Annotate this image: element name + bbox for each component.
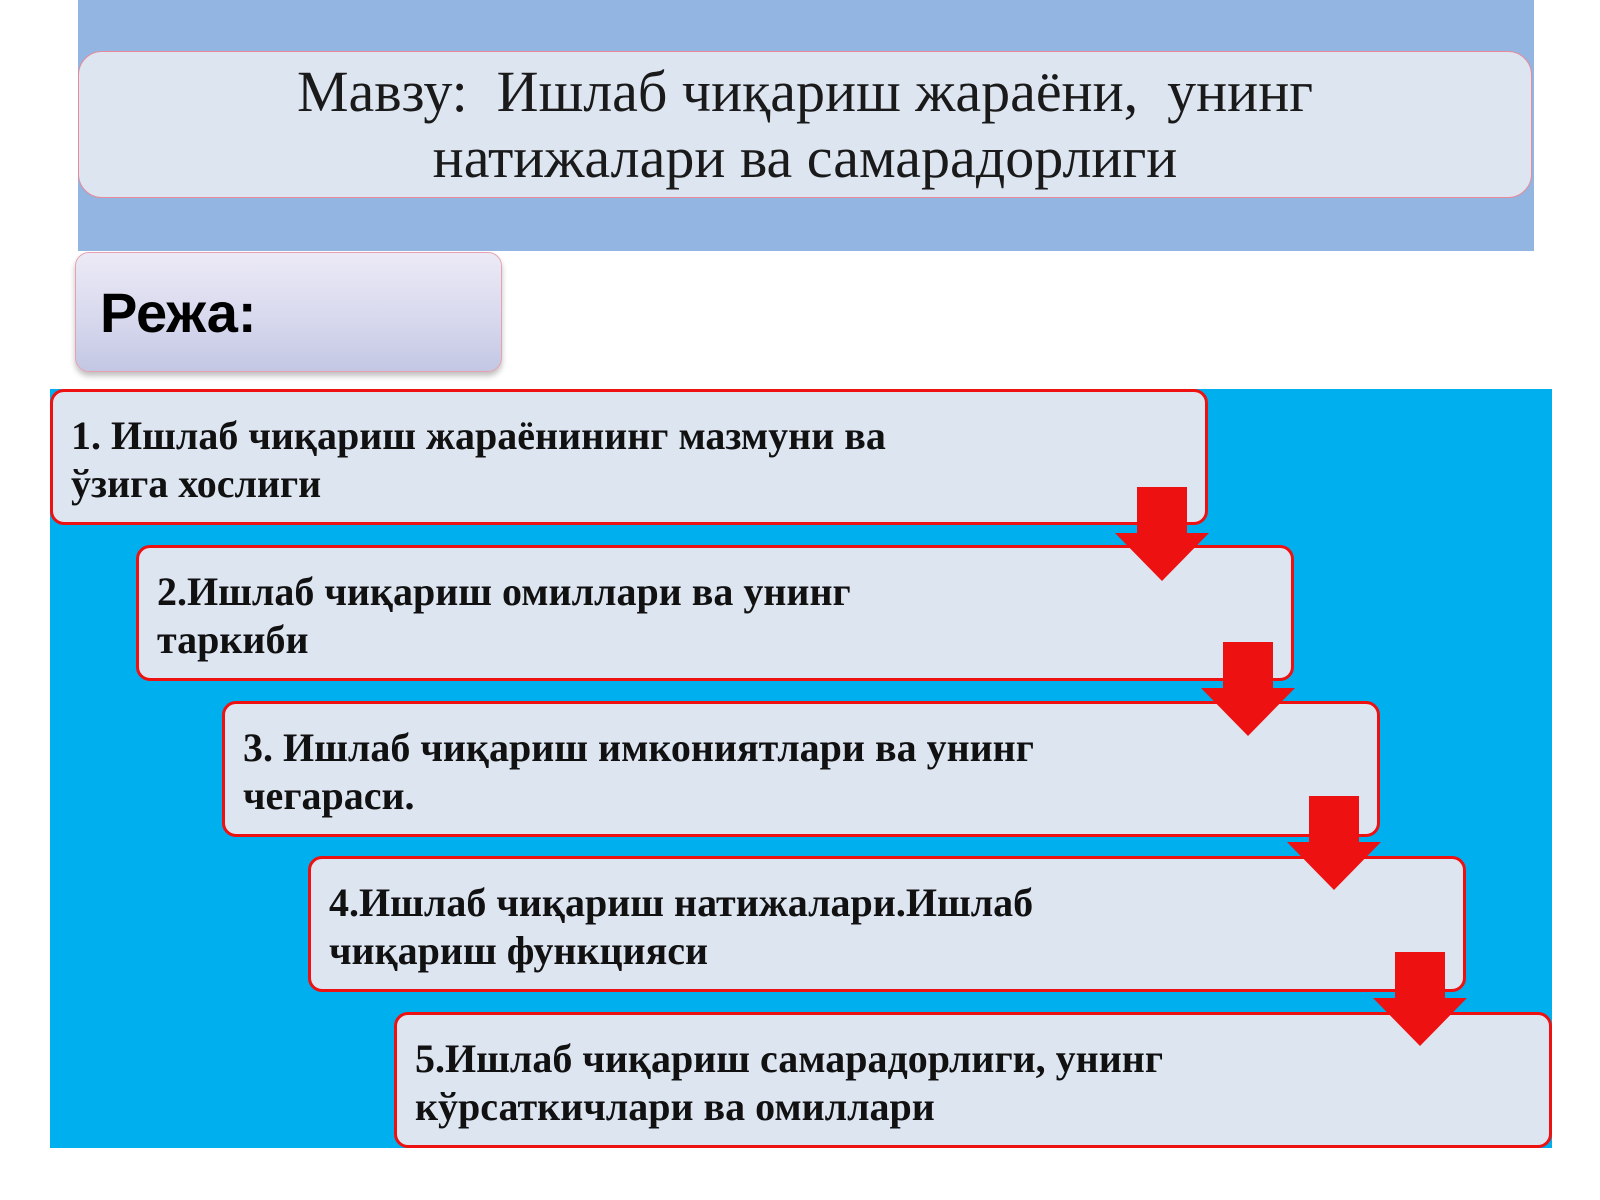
down-arrow-icon bbox=[1201, 642, 1295, 736]
plan-label-box bbox=[75, 252, 502, 372]
title-box bbox=[78, 51, 1532, 198]
title-line-1: Мавзу: Ишлаб чиқариш жараёни, унинг bbox=[296, 58, 1314, 124]
step-1-line-1: 1. Ишлаб чиқариш жараёнининг мазмуни ва bbox=[71, 413, 886, 458]
down-arrow-icon bbox=[1115, 487, 1209, 581]
title-line-2: натижалари ва самарадорлиги bbox=[432, 124, 1178, 190]
down-arrow-icon bbox=[1373, 952, 1467, 1046]
step-1-line-2: ўзига хослиги bbox=[71, 461, 322, 506]
down-arrow-icon bbox=[1287, 796, 1381, 890]
step-4-line-2: чиқариш функцияси bbox=[329, 928, 709, 973]
step-1 bbox=[50, 389, 1208, 525]
step-3-line-1: 3. Ишлаб чиқариш имкониятлари ва унинг bbox=[243, 725, 1034, 770]
step-4-line-1: 4.Ишлаб чиқариш натижалари.Ишлаб bbox=[329, 880, 1034, 925]
step-2-line-1: 2.Ишлаб чиқариш омиллари ва унинг bbox=[157, 569, 851, 614]
step-5-line-2: кўрсаткичлари ва омиллари bbox=[415, 1084, 935, 1129]
step-2-line-2: таркиби bbox=[157, 617, 309, 662]
step-5-line-1: 5.Ишлаб чиқариш самарадорлиги, унинг bbox=[415, 1036, 1163, 1081]
step-3-line-2: чегараси. bbox=[243, 773, 415, 818]
plan-label: Режа: bbox=[100, 280, 257, 344]
